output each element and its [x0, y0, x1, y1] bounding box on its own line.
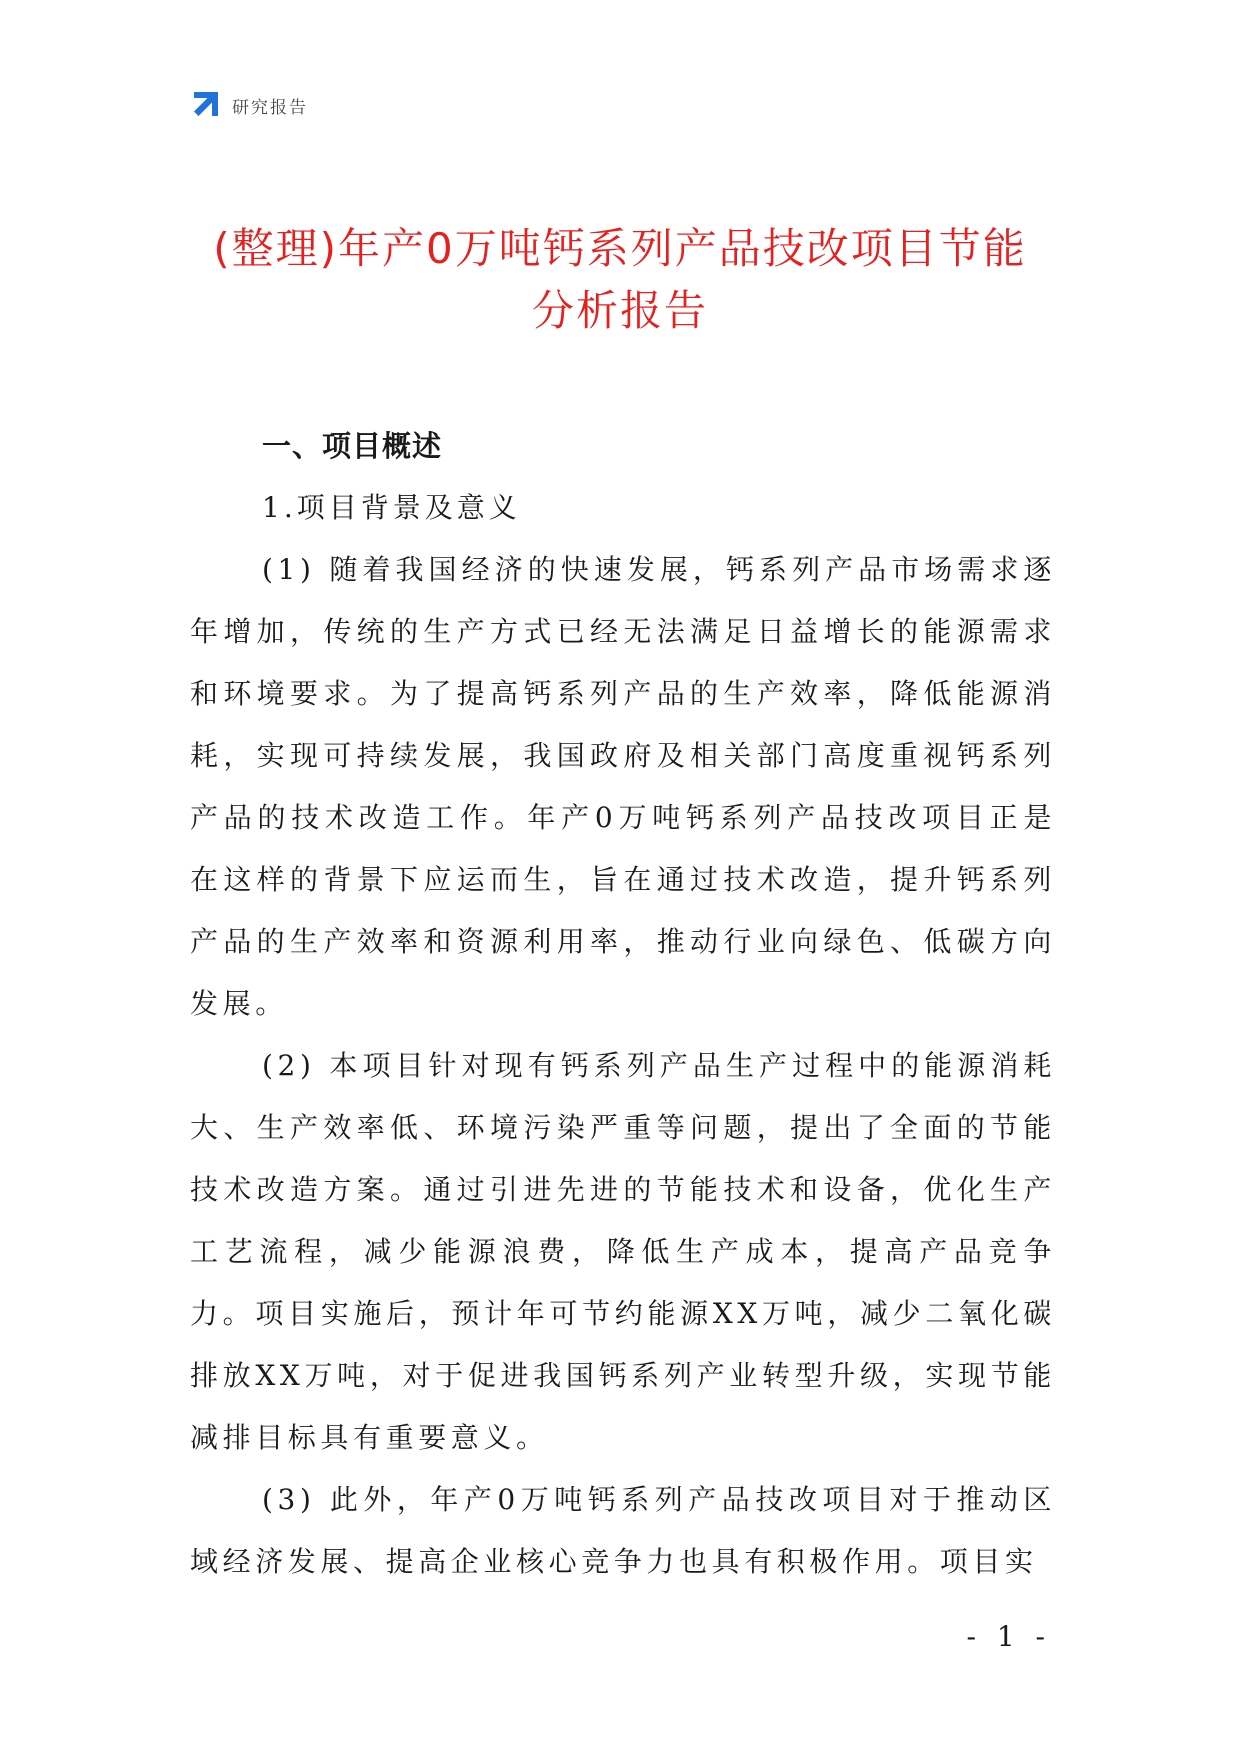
report-header: [190, 90, 308, 120]
header-label: 研究报告: [232, 97, 308, 118]
paragraph-2: (2) 本项目针对现有钙系列产品生产过程中的能源消耗大、生产效率低、环境污染严重等问题，提出了全面的节能技术改造方案。通过引进先进的节能技术和设备，优化生产工艺流程，减少能源浪费，降低生产成本，提高产品竞争力。项目实施后，预计年可节约能源XX万吨，减少二氧化碳排放XX万吨，对于促进我国钙系列产业转型升级，实现节能减排目标具有重要意义。: [190, 1049, 1056, 1454]
document-title: [150, 218, 1090, 342]
subsection-heading: 1.项目背景及意义: [262, 491, 521, 524]
paragraph-1: (1) 随着我国经济的快速发展，钙系列产品市场需求逐年增加，传统的生产方式已经无法满足日益增长的能源需求和环境要求。为了提高钙系列产品的生产效率，降低能源消耗，实现可持续发展，我国政府及相关部门高度重视钙系列产品的技术改造工作。年产0万吨钙系列产品技改项目正是在这样的背景下应运而生，旨在通过技术改造，提升钙系列产品的生产效率和资源利用率，推动行业向绿色、低碳方向发展。: [190, 553, 1056, 1020]
document-body: [190, 415, 1056, 1593]
title-line-2: 分析报告: [531, 286, 708, 335]
paragraph-3: (3) 此外，年产0万吨钙系列产品技改项目对于推动区域经济发展、提高企业核心竞争力也具有积极作用。项目实: [190, 1483, 1056, 1578]
page-number: - 1 -: [966, 1620, 1051, 1653]
section-heading: 一、项目概述: [262, 429, 443, 463]
title-line-1: (整理)年产0万吨钙系列产品技改项目节能: [213, 224, 1027, 273]
arrow-logo-icon: [190, 90, 220, 120]
